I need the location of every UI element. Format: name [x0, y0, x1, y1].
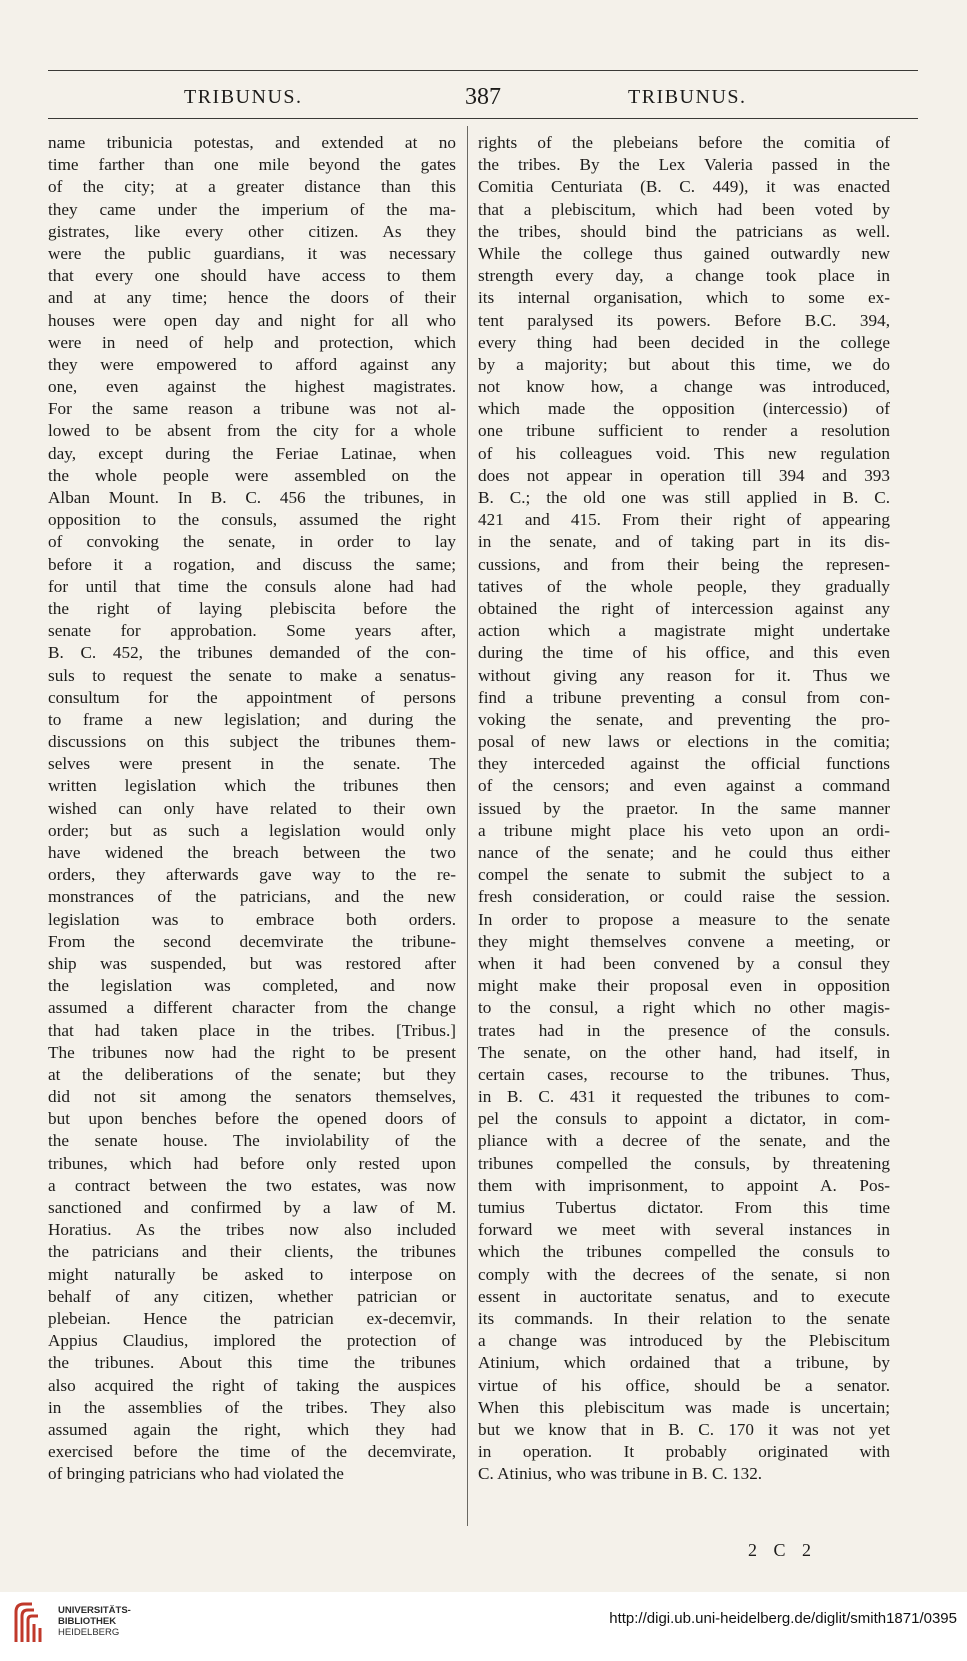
text-line: of bringing patricians who had violated the — [48, 1464, 344, 1484]
text-line: find a tribune preventing a consul from con- — [478, 687, 890, 707]
text-line: before it a rogation, and discuss the same; — [48, 554, 456, 574]
text-line: senate for approbation. Some years after, — [48, 621, 456, 641]
library-name[interactable] — [58, 1605, 131, 1638]
text-line: discussions on this subject the tribunes them- — [48, 732, 456, 752]
text-line: B. C.; the old one was still applied in B. C. — [478, 488, 890, 507]
text-line: comply with the decrees of the senate, si non — [478, 1264, 890, 1284]
viewer-footer — [0, 1592, 967, 1661]
library-name-line-1: UNIVERSITÄTS- — [58, 1605, 131, 1616]
text-line: strength every day, a change took place in — [478, 266, 890, 286]
text-line: a change was introduced by the Plebiscitum — [478, 1331, 890, 1351]
text-line: nance of the senate; and he could thus either — [478, 843, 890, 862]
text-line: compel the senate to submit the subject to a — [478, 865, 890, 885]
text-line: 421 and 415. From their right of appearing — [478, 510, 890, 530]
text-line: the patricians and their clients, the tribunes — [48, 1242, 456, 1262]
text-line: that every one should have access to them — [48, 266, 456, 286]
text-line: a tribune might place his veto upon an ordi- — [478, 820, 890, 840]
text-line: certain cases, recourse to the tribunes. Thus, — [478, 1064, 890, 1084]
text-line: orders, they afterwards gave way to the re- — [48, 865, 456, 885]
text-line: in the assemblies of the tribes. They also — [48, 1397, 456, 1417]
text-line: also acquired the right of taking the auspices — [48, 1375, 456, 1395]
text-line: action which a magistrate might undertake — [478, 621, 890, 641]
text-line: were the public guardians, it was necessary — [48, 243, 456, 263]
text-line: tribunes, which had before only rested upon — [48, 1153, 456, 1173]
text-line: might naturally be asked to interpose on — [48, 1264, 456, 1284]
text-line: in B. C. 431 it requested the tribunes to com- — [478, 1087, 890, 1107]
text-line: they might themselves convene a meeting, or — [478, 931, 890, 951]
text-line: Alban Mount. In B. C. 456 the tribunes, in — [48, 488, 456, 507]
text-line: during the time of his office, and this even — [478, 643, 890, 663]
text-line: which the tribunes compelled the consuls to — [478, 1242, 890, 1262]
text-line: houses were open day and night for all who — [48, 310, 456, 330]
header-left-title: TRIBUNUS. — [184, 86, 303, 108]
text-line: wished can only have related to their own — [48, 798, 456, 818]
text-line: of the city; at a greater distance than this — [48, 177, 456, 197]
text-line: For the same reason a tribune was not al- — [48, 399, 456, 419]
text-line: might make their proposal even in opposition — [478, 976, 890, 996]
text-line: The senate, on the other hand, had itself, in — [478, 1042, 890, 1062]
text-line: one, even against the highest magistrates. — [48, 377, 456, 397]
top-rule — [48, 70, 918, 71]
text-line: forward we meet with several instances in — [478, 1220, 890, 1240]
text-line: cussions, and from their being the represen- — [478, 554, 890, 574]
text-line: in the senate, and of taking part in its dis- — [478, 532, 890, 552]
text-line: of his colleagues void. This new regulation — [478, 443, 890, 463]
text-line: Appius Claudius, implored the protection of — [48, 1331, 456, 1351]
text-line: gistrates, like every other citizen. As they — [48, 221, 456, 241]
text-line: fresh consideration, or could raise the session. — [478, 887, 890, 907]
permalink-url[interactable]: http://digi.ub.uni-heidelberg.de/diglit/smith1871/0395 — [609, 1610, 957, 1627]
text-line: the senate house. The inviolability of the — [48, 1131, 456, 1151]
text-line: but upon benches before the opened doors of — [48, 1109, 456, 1129]
text-line: plebeian. Hence the patrician ex-decemvir, — [48, 1308, 456, 1328]
text-line: when it had been convened by a consul they — [478, 953, 890, 973]
text-line: to frame a new legislation; and during the — [48, 709, 456, 729]
text-line: the tribes, should bind the patricians as well. — [478, 221, 890, 241]
text-line: exercised before the time of the decemvirate, — [48, 1442, 456, 1462]
text-line: the tribes. By the Lex Valeria passed in the — [478, 155, 890, 175]
text-line: From the second decemvirate the tribune- — [48, 931, 456, 951]
text-line: the legislation was completed, and now — [48, 976, 456, 996]
text-line: to the consul, a right which no other magis- — [478, 998, 890, 1018]
text-line: monstrances of the patricians, and the new — [48, 887, 456, 907]
text-line: opposition to the consuls, assumed the right — [48, 510, 456, 530]
text-line: obtained the right of intercession against any — [478, 598, 890, 618]
text-line: without giving any reason for it. Thus we — [478, 665, 890, 685]
text-line: posal of new laws or elections in the comitia; — [478, 732, 890, 752]
text-line: its commands. In their relation to the senate — [478, 1308, 890, 1328]
text-line: consultum for the appointment of persons — [48, 687, 456, 707]
text-line: Horatius. As the tribes now also included — [48, 1220, 456, 1240]
text-line: ship was suspended, but was restored after — [48, 953, 456, 973]
text-line: lowed to be absent from the city for a whole — [48, 421, 456, 441]
text-line: essent in auctoritate senatus, and to execute — [478, 1286, 890, 1306]
university-logo-icon[interactable] — [12, 1598, 52, 1648]
text-line: tumius Tubertus dictator. From this time — [478, 1198, 890, 1217]
text-line: its internal organisation, which to some ex- — [478, 288, 890, 308]
library-name-line-3: HEIDELBERG — [58, 1627, 120, 1638]
text-line: but we know that in B. C. 170 it was not yet — [478, 1419, 890, 1439]
text-line: tatives of the whole people, they gradually — [478, 576, 890, 596]
text-line: at the deliberations of the senate; but they — [48, 1064, 456, 1084]
text-line: that had taken place in the tribes. [Tribus.] — [48, 1020, 456, 1040]
text-line: one tribune sufficient to render a resolution — [478, 421, 890, 441]
text-line: While the college thus gained outwardly new — [478, 243, 890, 263]
page-number: 387 — [465, 84, 501, 110]
text-line: assumed a different character from the change — [48, 998, 456, 1018]
text-line: the right of laying plebiscita before the — [48, 598, 456, 618]
header-right-title: TRIBUNUS. — [628, 86, 747, 108]
text-line: were in need of help and protection, which — [48, 332, 456, 352]
text-line: pel the consuls to appoint a dictator, in com- — [478, 1109, 890, 1129]
text-line: for until that time the consuls alone had had — [48, 576, 456, 596]
text-line: virtue of his office, should be a senator. — [478, 1375, 890, 1395]
text-line: in operation. It probably originated with — [478, 1442, 890, 1462]
text-line: the tribunes. About this time the tribunes — [48, 1353, 456, 1373]
text-line: have widened the breach between the two — [48, 843, 456, 862]
text-line: behalf of any citizen, whether patrician or — [48, 1286, 456, 1306]
library-name-line-2: BIBLIOTHEK — [58, 1616, 117, 1627]
text-line: and at any time; hence the doors of their — [48, 288, 456, 308]
text-line: does not appear in operation till 394 and 393 — [478, 465, 890, 485]
text-line: every thing had been decided in the college — [478, 332, 890, 352]
text-line: by a majority; but about this time, we do — [478, 354, 890, 374]
text-line: issued by the praetor. In the same manner — [478, 798, 890, 818]
text-line: voking the senate, and preventing the pro- — [478, 709, 890, 729]
text-line: When this plebiscitum was made is uncertain; — [478, 1397, 890, 1417]
header-rule — [48, 118, 918, 119]
text-line: Atinium, which ordained that a tribune, by — [478, 1353, 890, 1373]
text-line: written legislation which the tribunes then — [48, 776, 456, 796]
text-line: The tribunes now had the right to be present — [48, 1042, 456, 1062]
text-line: which made the opposition (intercessio) of — [478, 399, 890, 419]
text-line: tent paralysed its powers. Before B.C. 394, — [478, 310, 890, 330]
text-line: selves were present in the senate. The — [48, 754, 456, 774]
text-line: they interceded against the official functions — [478, 754, 890, 774]
text-line: B. C. 452, the tribunes demanded of the con- — [48, 643, 456, 663]
text-line: sanctioned and confirmed by a law of M. — [48, 1198, 456, 1217]
signature-mark: 2 C 2 — [748, 1540, 818, 1560]
text-line: a contract between the two estates, was now — [48, 1175, 456, 1195]
text-line: them with imprisonment, to appoint A. Pos- — [478, 1175, 890, 1195]
text-line: time farther than one mile beyond the gates — [48, 155, 456, 175]
text-line: C. Atinius, who was tribune in B. C. 132. — [478, 1464, 763, 1484]
text-line: they were empowered to afford against any — [48, 354, 456, 374]
column-divider — [467, 126, 468, 1526]
text-line: day, except during the Feriae Latinae, when — [48, 443, 456, 463]
text-line: rights of the plebeians before the comitia of — [478, 133, 890, 152]
right-column — [478, 132, 890, 1485]
text-line: order; but as such a legislation would only — [48, 820, 456, 840]
text-line: of the censors; and even against a command — [478, 776, 890, 796]
text-line: pliance with a decree of the senate, and the — [478, 1131, 890, 1151]
text-line: name tribunicia potestas, and extended at no — [48, 133, 456, 152]
text-line: not know how, a change was introduced, — [478, 377, 890, 397]
text-line: of convoking the senate, in order to lay — [48, 532, 456, 552]
text-line: they came under the imperium of the ma- — [48, 199, 456, 219]
text-line: assumed again the right, which they had — [48, 1419, 456, 1439]
text-line: suls to request the senate to make a senatus- — [48, 665, 456, 685]
text-line: legislation was to embrace both orders. — [48, 909, 456, 929]
text-line: did not sit among the senators themselves, — [48, 1087, 456, 1107]
running-header — [48, 84, 918, 114]
text-line: Comitia Centuriata (B. C. 449), it was enacted — [478, 177, 890, 197]
left-column — [48, 132, 456, 1485]
text-line: that a plebiscitum, which had been voted by — [478, 199, 890, 219]
text-line: the whole people were assembled on the — [48, 465, 456, 485]
text-line: tribunes compelled the consuls, by threatening — [478, 1153, 890, 1173]
text-line: trates had in the presence of the consuls. — [478, 1020, 890, 1040]
text-line: In order to propose a measure to the senate — [478, 909, 890, 929]
